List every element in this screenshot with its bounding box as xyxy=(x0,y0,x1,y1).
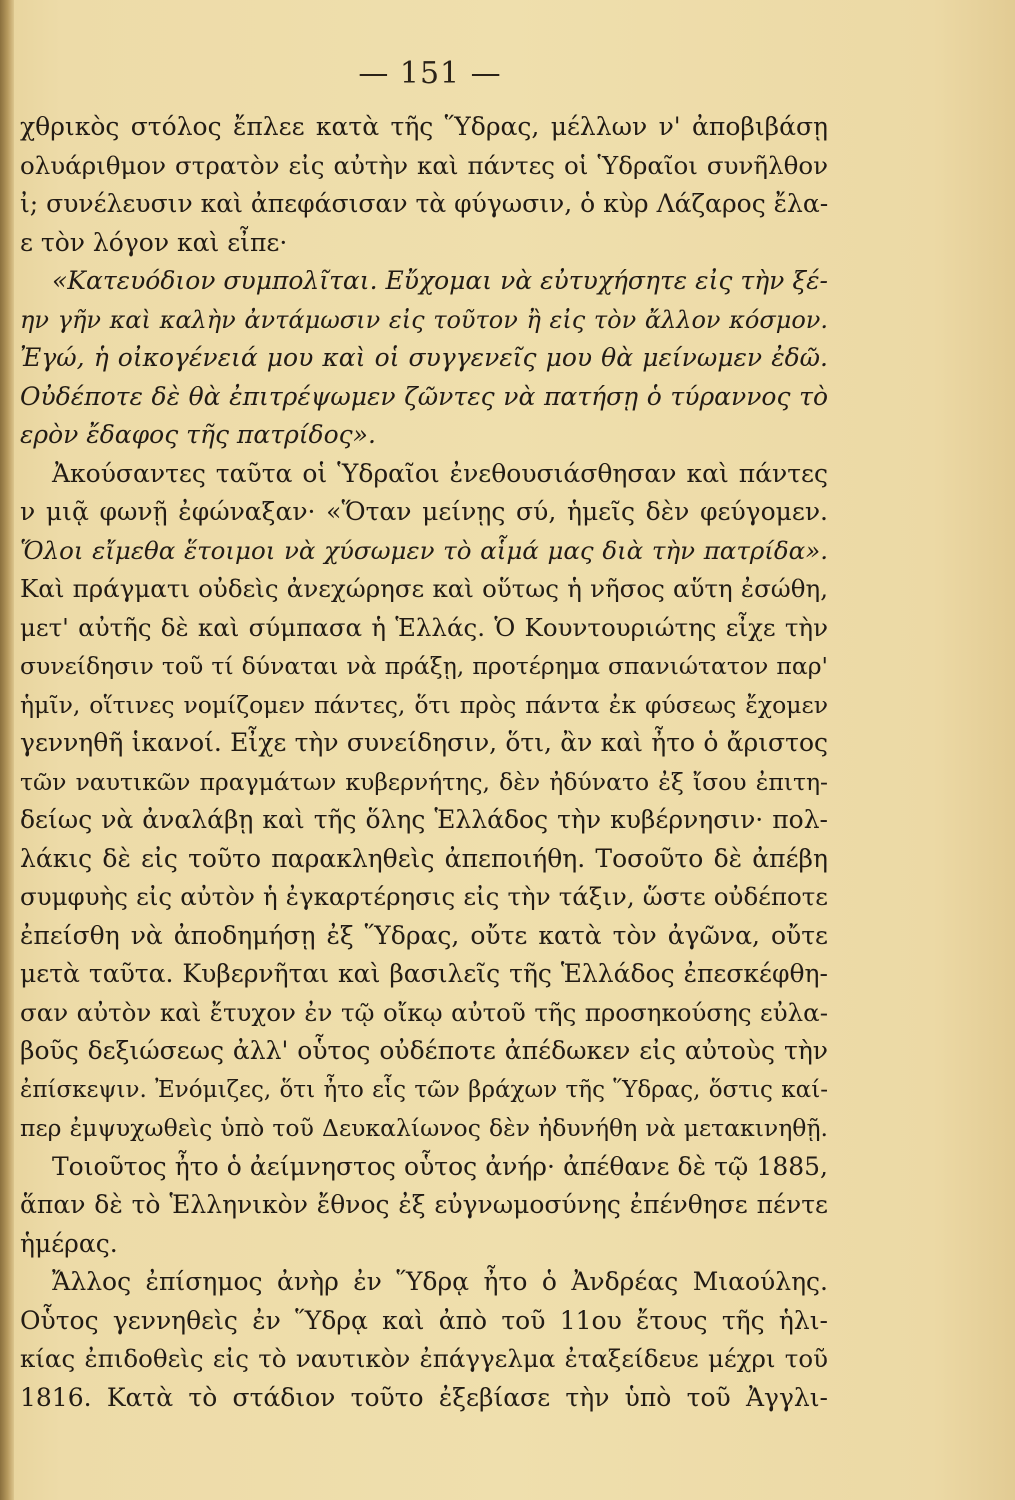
text-line: περ ἐμψυχωθεὶς ὑπὸ τοῦ Δευκαλίωνος δὲν ἠδυνήθη νὰ μετακινηθῇ. xyxy=(20,1114,828,1142)
text-line: Οὐδέποτε δὲ θὰ ἐπιτρέψωμεν ζῶντες νὰ πατήσῃ ὁ τύραννος τὸ xyxy=(20,381,828,411)
text-line: Ἀκούσαντες ταῦτα οἱ Ὑδραῖοι ἐνεθουσιάσθησαν καὶ πάντες xyxy=(52,458,828,488)
text-line: ν μιᾷ φωνῇ ἐφώναξαν· «Ὅταν μείνῃς σύ, ἡμεῖς δὲν φεύγομεν. xyxy=(20,497,828,526)
text-line: δείως νὰ ἀναλάβῃ καὶ τῆς ὅλης Ἑλλάδος τὴν κυβέρνησιν· πολ- xyxy=(20,805,828,834)
page-binding-edge xyxy=(0,0,14,1500)
body-text xyxy=(20,108,828,1417)
text-line: βοῦς δεξιώσεως ἀλλ' οὗτος οὐδέποτε ἀπέδωκεν εἰς αὐτοὺς τὴν xyxy=(20,1036,828,1065)
text-line: Ἄλλος ἐπίσημος ἀνὴρ ἐν Ὕδρᾳ ἦτο ὁ Ἀνδρέας Μιαούλης. xyxy=(52,1267,828,1296)
text-line: ολυάριθμον στρατὸν εἰς αὐτὴν καὶ πάντες οἱ Ὑδραῖοι συνῆλθον xyxy=(20,150,828,180)
text-line: Ἐγώ, ἡ οἰκογένειά μου καὶ οἱ συγγενεῖς μου θὰ μείνωμεν ἐδῶ. xyxy=(20,343,828,372)
text-line: μετὰ ταῦτα. Κυβερνῆται καὶ βασιλεῖς τῆς Ἑλλάδος ἐπεσκέφθη- xyxy=(20,959,828,988)
text-line: σαν αὐτὸν καὶ ἔτυχον ἐν τῷ οἴκῳ αὐτοῦ τῆς προσηκούσης εὐλα- xyxy=(20,997,828,1027)
text-line: Καὶ πράγματι οὐδεὶς ἀνεχώρησε καὶ οὕτως ἡ νῆσος αὕτη ἐσώθη, xyxy=(20,574,828,603)
text-line: ἡμέρας. xyxy=(20,1228,118,1258)
text-line: συμφυὴς εἰς αὐτὸν ἡ ἐγκαρτέρησις εἰς τὴν τάξιν, ὥστε οὐδέποτε xyxy=(20,882,828,911)
text-line: ην γῆν καὶ καλὴν ἀντάμωσιν εἰς τοῦτον ἢ εἰς τὸν ἄλλον κόσμον. xyxy=(20,305,828,334)
text-line: ἐπείσθη νὰ ἀποδημήσῃ ἐξ Ὕδρας, οὔτε κατὰ τὸν ἀγῶνα, οὔτε xyxy=(20,920,828,950)
text-line: 1816. Κατὰ τὸ στάδιον τοῦτο ἐξεβίασε τὴν ὑπὸ τοῦ Ἀγγλι- xyxy=(20,1382,828,1412)
text-line: ερὸν ἔδαφος τῆς πατρίδος». xyxy=(20,420,376,449)
text-line: ἅπαν δὲ τὸ Ἑλληνικὸν ἔθνος ἐξ εὐγνωμοσύνης ἐπένθησε πέντε xyxy=(20,1190,828,1219)
text-line: τῶν ναυτικῶν πραγμάτων κυβερνήτης, δὲν ἠδύνατο ἐξ ἴσου ἐπιτη- xyxy=(20,767,828,796)
text-line: Ὅλοι εἴμεθα ἕτοιμοι νὰ χύσωμεν τὸ αἷμά μας διὰ τὴν πατρίδα». xyxy=(20,535,828,565)
text-line: λάκις δὲ εἰς τοῦτο παρακληθεὶς ἀπεποιήθη. Τοσοῦτο δὲ ἀπέβη xyxy=(20,843,828,873)
text-line: συνείδησιν τοῦ τί δύναται νὰ πράξῃ, προτέρημα σπανιώτατον παρ' xyxy=(20,652,828,680)
text-line: χθρικὸς στόλος ἔπλεε κατὰ τῆς Ὕδρας, μέλλων ν' ἀποβιβάσῃ xyxy=(20,112,828,141)
text-line: Τοιοῦτος ἦτο ὁ ἀείμνηστος οὗτος ἀνήρ· ἀπέθανε δὲ τῷ 1885, xyxy=(52,1151,828,1181)
text-line: Οὗτος γεννηθεὶς ἐν Ὕδρᾳ καὶ ἀπὸ τοῦ 11ου ἔτους τῆς ἡλι- xyxy=(20,1305,828,1335)
text-line: κίας ἐπιδοθεὶς εἰς τὸ ναυτικὸν ἐπάγγελμα ἐταξείδευε μέχρι τοῦ xyxy=(20,1344,828,1373)
text-line: «Κατευόδιον συμπολῖται. Εὔχομαι νὰ εὐτυχήσητε εἰς τὴν ξέ- xyxy=(52,266,828,295)
text-line: ἐπίσκεψιν. Ἐνόμιζες, ὅτι ἦτο εἷς τῶν βράχων τῆς Ὕδρας, ὅστις καί- xyxy=(20,1076,828,1103)
text-line: ἡμῖν, οἵτινες νομίζομεν πάντες, ὅτι πρὸς πάντα ἐκ φύσεως ἔχομεν xyxy=(20,690,828,719)
text-line: ἰ; συνέλευσιν καὶ ἀπεφάσισαν τὰ φύγωσιν, ὁ κὺρ Λάζαρος ἔλα- xyxy=(20,189,828,218)
text-line: μετ' αὐτῆς δὲ καὶ σύμπασα ἡ Ἑλλάς. Ὁ Κουντουριώτης εἶχε τὴν xyxy=(20,612,828,642)
text-line: ε τὸν λόγον καὶ εἶπε· xyxy=(20,227,288,257)
text-line: γεννηθῆ ἱκανοί. Εἶχε τὴν συνείδησιν, ὅτι, ἂν καὶ ἦτο ὁ ἄριστος xyxy=(20,728,828,757)
page-number: — 151 — xyxy=(358,56,502,91)
